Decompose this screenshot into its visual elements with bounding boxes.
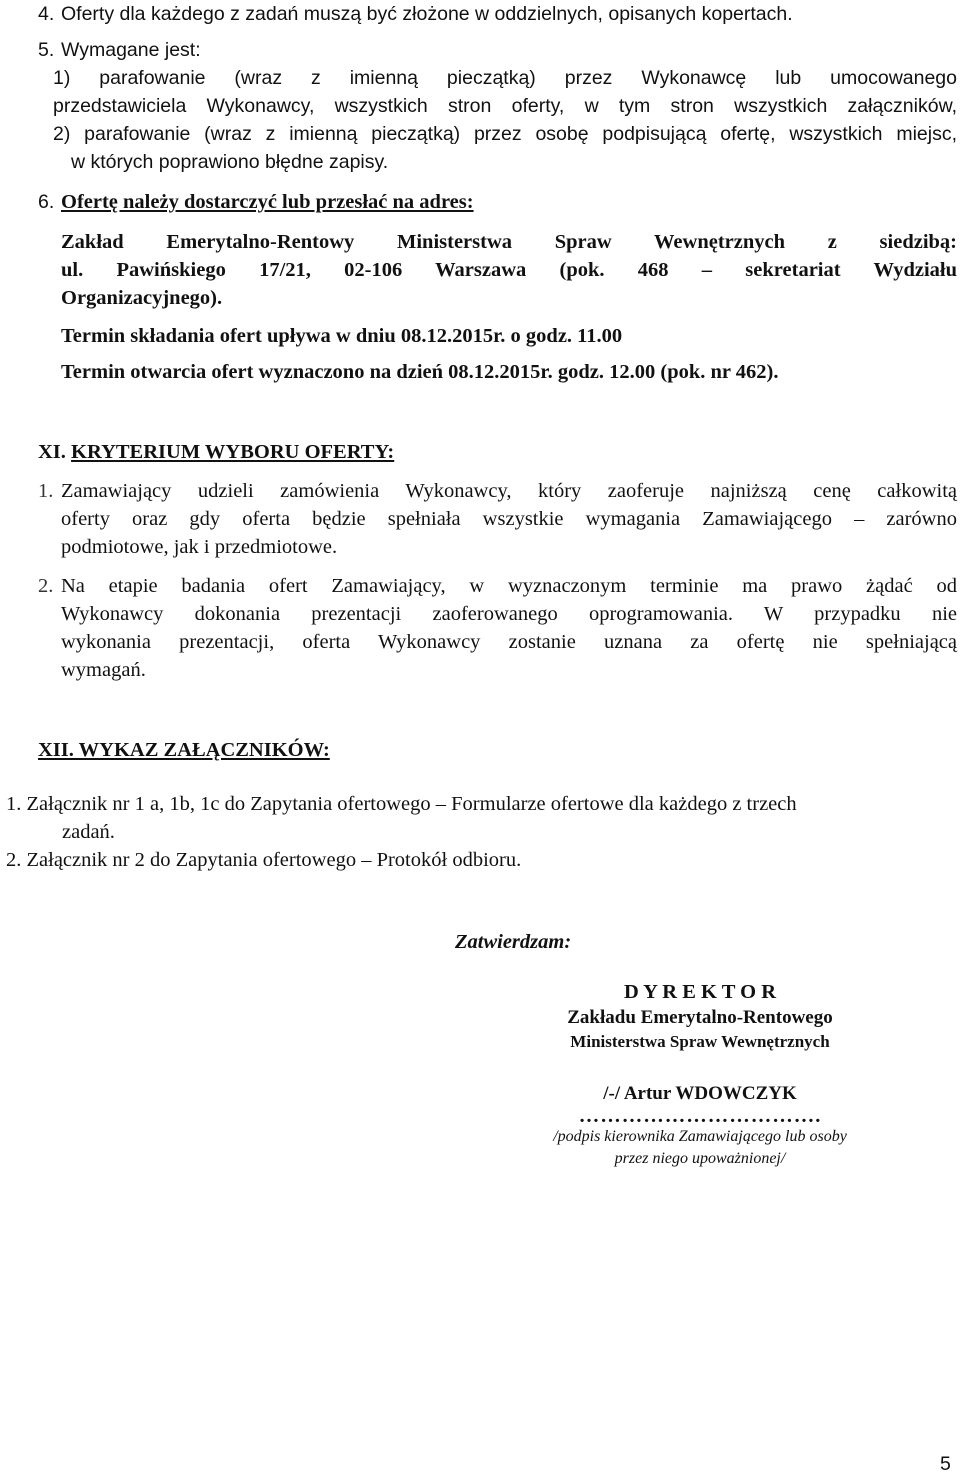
section-xi-p2-line-1: Na etapie badania ofert Zamawiający, w wyznaczonym terminie ma prawo żądać od <box>61 575 957 597</box>
item-4-number: 4. <box>38 3 55 25</box>
signature-caption-line-2: przez niego upoważnionej/ <box>614 1150 786 1167</box>
item-5-line-1b: przedstawiciela Wykonawcy, wszystkich stron oferty, w tym stron wszystkich załączników, <box>53 95 957 117</box>
item-6-body <box>61 188 957 386</box>
signature-caption-line-1: /podpis kierownika Zamawiającego lub osoby <box>553 1128 847 1145</box>
item-6-heading: Ofertę należy dostarczyć lub przesłać na adres: <box>61 191 474 213</box>
signature-dots: ……………………………. <box>578 1105 822 1127</box>
section-xi-p2-line-2: Wykonawcy dokonania prezentacji zaoferowanego oprogramowania. W przypadku nie <box>61 603 957 625</box>
section-xii-title: XII. WYKAZ ZAŁĄCZNIKÓW: <box>38 739 330 761</box>
item-5-body <box>53 36 957 176</box>
attachment-2: 2. Załącznik nr 2 do Zapytania ofertowego – Protokół odbioru. <box>6 849 522 871</box>
section-xi-p2-body <box>61 572 957 684</box>
section-xi-p1-number: 1. <box>38 480 54 502</box>
item-4-text: Oferty dla każdego z zadań muszą być złożone w oddzielnych, opisanych kopertach. <box>61 3 793 25</box>
signature-org-line-1: Zakładu Emerytalno-Rentowego <box>567 1007 833 1028</box>
item-5-line-1a: 1) parafowanie (wraz z imienną pieczątką) przez Wykonawcę lub umocowanego <box>53 67 957 89</box>
section-xi-number: XI. <box>38 441 66 463</box>
section-xi-p2-line-4: wymagań. <box>61 659 146 681</box>
section-xi-p1-body <box>61 477 957 561</box>
signature-name: /-/ Artur WDOWCZYK <box>603 1083 797 1104</box>
item-5-line-2b: w których poprawiono błędne zapisy. <box>71 151 389 173</box>
section-xi-p1-line-1: Zamawiający udzieli zamówienia Wykonawcy, który zaoferuje najniższą cenę całkowitą <box>61 480 957 502</box>
item-5-number: 5. <box>38 39 55 61</box>
item-6-address-line-1: Zakład Emerytalno-Rentowy Ministerstwa Spraw Wewnętrznych z siedzibą: <box>61 231 957 253</box>
item-6-number: 6. <box>38 191 55 213</box>
approval-label: Zatwierdzam: <box>455 931 572 953</box>
item-5 <box>0 36 960 176</box>
section-xi-p2-line-3: wykonania prezentacji, oferta Wykonawcy zostanie uznana za ofertę nie spełniającą <box>61 631 957 653</box>
section-xii-list <box>6 790 956 874</box>
section-xi-title: KRYTERIUM WYBORU OFERTY: <box>71 441 395 463</box>
item-6-address-line-3: Organizacyjnego). <box>61 287 223 309</box>
item-5-heading: Wymagane jest: <box>61 39 201 61</box>
section-xi-heading <box>38 438 394 466</box>
item-6-deadline: Termin składania ofert upływa w dniu 08.12.2015r. o godz. 11.00 <box>61 325 623 347</box>
section-xi-p1-line-2: oferty oraz gdy oferta będzie spełniała wszystkie wymagania Zamawiającego – zarówno <box>61 508 957 530</box>
signature-org-line-2: Ministerstwa Spraw Wewnętrznych <box>570 1032 830 1051</box>
attachment-1-line-a: 1. Załącznik nr 1 a, 1b, 1c do Zapytania ofertowego – Formularze ofertowe dla każdego z trzech <box>6 793 797 815</box>
section-xi-p1-line-3: podmiotowe, jak i przedmiotowe. <box>61 536 338 558</box>
signature-role: D Y R E K T O R <box>623 981 777 1003</box>
item-6-address-line-2: ul. Pawińskiego 17/21, 02-106 Warszawa (pok. 468 – sekretariat Wydziału <box>61 259 957 281</box>
signature-block <box>480 978 920 1170</box>
section-xi-p2-number: 2. <box>38 575 54 597</box>
item-5-line-2a: 2) parafowanie (wraz z imienną pieczątką) przez osobę podpisującą ofertę, wszystkich miejsc, <box>53 123 957 145</box>
attachment-1-line-b: zadań. <box>62 821 115 843</box>
page-number: 5 <box>940 1453 951 1475</box>
item-6-opening: Termin otwarcia ofert wyznaczono na dzień 08.12.2015r. godz. 12.00 (pok. nr 462). <box>61 361 779 383</box>
